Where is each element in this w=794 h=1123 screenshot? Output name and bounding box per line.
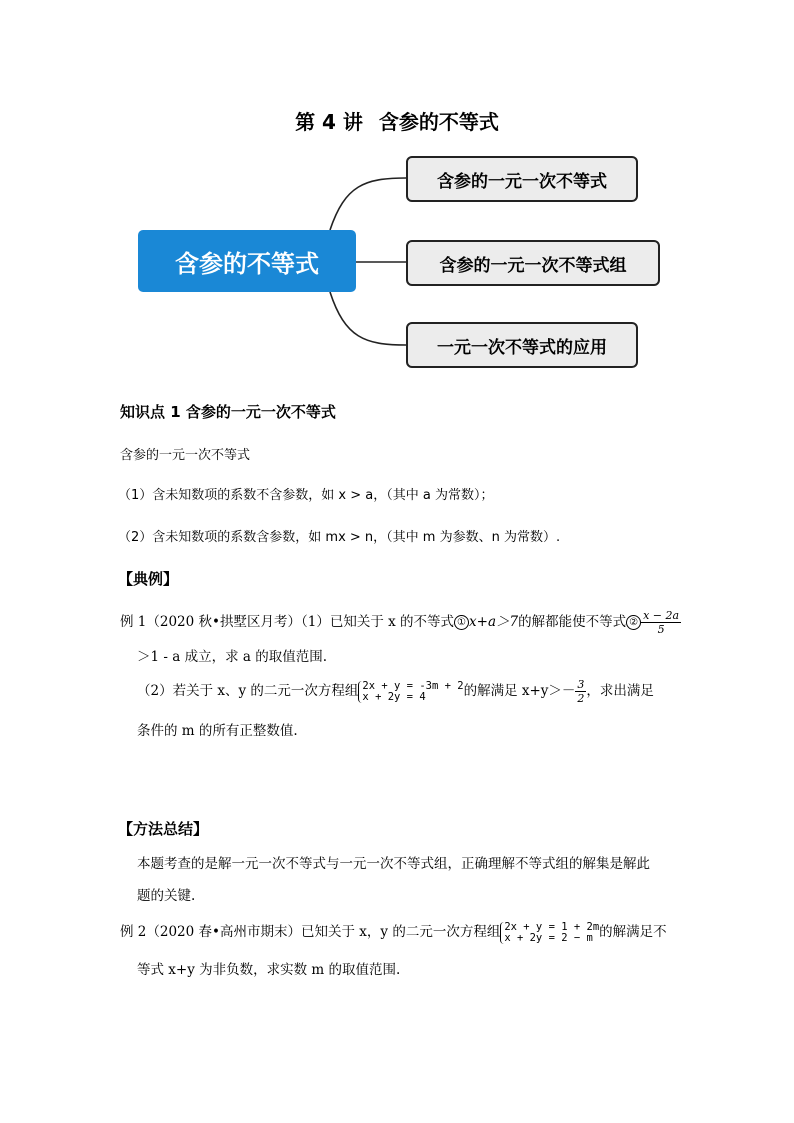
mindmap-branch-2: 含参的一元一次不等式组: [406, 240, 660, 286]
system-1-row-2: x + 2y = 4: [362, 690, 426, 703]
example-1-line-2: ＞1 - a 成立，求 a 的取值范围.: [137, 649, 327, 665]
method-heading: 【方法总结】: [118, 820, 209, 838]
example-2-suffix: 的解满足不: [599, 924, 667, 940]
mindmap-branch-3: 一元一次不等式的应用: [406, 322, 638, 368]
fraction-1: [641, 609, 681, 636]
fraction-2-denominator: 2: [577, 692, 585, 705]
system-1-row-1: 2x + y = -3m + 2: [362, 679, 464, 692]
example-1-part-2-line-2: 条件的 m 的所有正整数值.: [137, 723, 298, 739]
section-heading: 知识点 1 含参的一元一次不等式: [120, 403, 336, 421]
fraction-2: [575, 678, 586, 705]
method-line-2: 题的关键.: [137, 888, 196, 904]
example-1-prefix: 例 1（2020 秋•拱墅区月考）（1）已知关于 x 的不等式: [120, 614, 455, 630]
section-subtitle: 含参的一元一次不等式: [120, 448, 251, 463]
method-line-1: 本题考查的是解一元一次不等式与一元一次不等式组，正确理解不等式组的解集是解此: [137, 856, 650, 872]
example-2-line-1: [120, 920, 667, 944]
part-2-suffix: ，求出满足: [586, 683, 654, 699]
mindmap-center-node: 含参的不等式: [138, 230, 356, 292]
inequality-1: x+a＞7: [469, 614, 519, 630]
lecture-topic: 含参的不等式: [378, 110, 499, 134]
equation-system-1: [358, 681, 463, 703]
system-2-row-2: x + 2y = 2 − m: [504, 931, 593, 944]
circled-one: ①: [454, 615, 469, 630]
example-2-line-2: 等式 x+y 为非负数，求实数 m 的取值范围.: [137, 962, 401, 978]
example-2-prefix: 例 2（2020 春•高州市期末）已知关于 x，y 的二元一次方程组: [120, 924, 501, 940]
example-heading: 【典例】: [118, 570, 179, 588]
equation-system-2: [500, 922, 599, 944]
circled-two: ②: [626, 615, 641, 630]
example-1-mid: 的解都能使不等式: [518, 614, 627, 630]
fraction-2-numerator: 3: [577, 678, 585, 691]
fraction-1-denominator: 5: [657, 623, 665, 636]
lecture-number: 第 4 讲: [295, 110, 363, 134]
knowledge-item-1: （1）含未知数项的系数不含参数，如 x > a，（其中 a 为常数）；: [118, 488, 494, 503]
example-1-line-1: [120, 609, 681, 636]
system-2-row-1: 2x + y = 1 + 2m: [504, 920, 600, 933]
example-1-part-2: [137, 678, 654, 705]
knowledge-item-2: （2）含未知数项的系数含参数，如 mx > n，（其中 m 为参数、n 为常数）.: [118, 530, 561, 545]
mindmap-branch-1: 含参的一元一次不等式: [406, 156, 638, 202]
part-2-mid: 的解满足 x+y＞－: [463, 683, 576, 699]
part-2-prefix: （2）若关于 x、y 的二元一次方程组: [137, 683, 359, 699]
fraction-1-numerator: x − 2a: [643, 609, 680, 622]
